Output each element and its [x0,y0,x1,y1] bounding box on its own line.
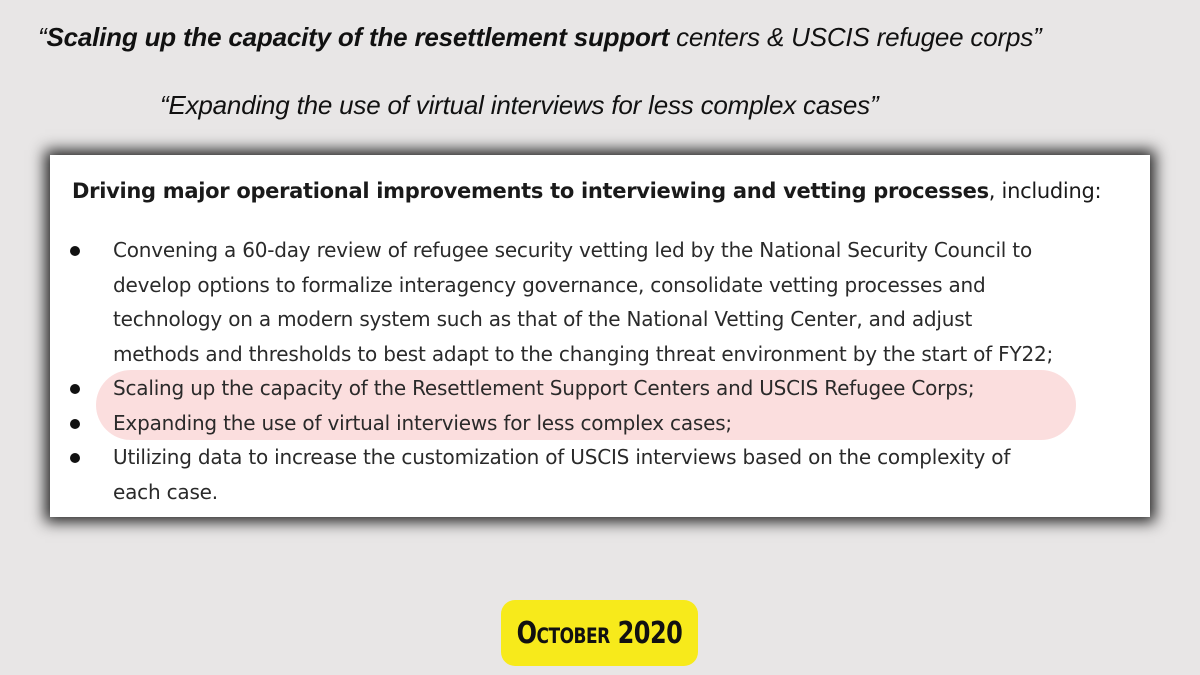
bullet-item-highlighted [50,406,1150,441]
document-excerpt [50,155,1150,517]
bullet-item [50,233,1150,371]
bullet-line: each case. [113,479,218,504]
bullet-list [50,233,1150,509]
quote-virtual-text: Expanding the use of virtual interviews for less complex cases [168,90,870,120]
quote-virtual-interviews: “Expanding the use of virtual interviews for less complex cases” [160,90,879,120]
bullet-line: Convening a 60-day review of refugee security vetting led by the National Security Council to [113,238,1032,262]
bullet-line: Expanding the use of virtual interviews for less complex cases; [113,410,732,435]
bullet-line: develop options to formalize interagency governance, consolidate vetting processes and [113,272,986,297]
bullet-dot-icon [70,246,80,256]
document-heading-bold: Driving major operational improvements to interviewing and vetting processes [72,179,989,203]
quote-capacity-bold: Scaling up the capacity of the resettlement support [46,22,670,52]
bullet-dot-icon [70,453,80,463]
bullet-line: methods and thresholds to best adapt to the changing threat environment by the start of FY22; [113,341,1054,366]
bullet-dot-icon [70,419,80,429]
bullet-line: technology on a modern system such as that of the National Vetting Center, and adjust [113,307,973,331]
document-heading-rest: , including: [988,179,1102,203]
bullet-item-highlighted [50,371,1150,406]
bullet-item [50,440,1150,509]
quote-capacity-rest: centers & USCIS refugee corps [669,22,1034,52]
bullet-dot-icon [70,384,80,394]
bullet-line: Utilizing data to increase the customization of USCIS interviews based on the complexity of [113,445,1011,469]
date-badge-label: October 2020 [516,615,683,651]
date-badge [501,600,698,666]
bullet-line: Scaling up the capacity of the Resettlement Support Centers and USCIS Refugee Corps; [113,376,975,400]
document-heading [72,179,1101,203]
quote-capacity: “Scaling up the capacity of the resettlement support centers & USCIS refugee corps” [38,22,1042,52]
